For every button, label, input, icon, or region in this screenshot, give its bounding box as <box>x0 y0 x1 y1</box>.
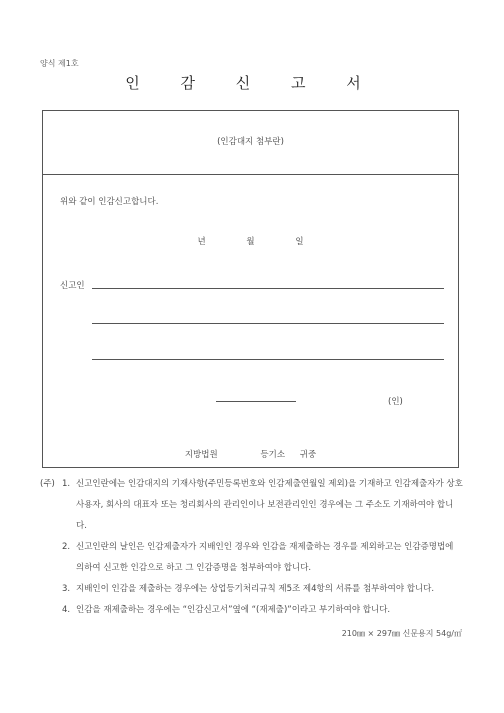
seal-mark: (인) <box>388 397 403 407</box>
district-court-label: 지방법원 <box>184 450 218 460</box>
note-number: 2. <box>62 542 71 552</box>
form-number: 양식 제1호 <box>40 59 79 68</box>
note-number: 3. <box>62 584 71 594</box>
date-month-label: 월 <box>246 237 255 247</box>
document-title: 인 감 신 고 서 <box>125 74 379 92</box>
reporter-line-2[interactable] <box>92 323 444 324</box>
notes-section <box>40 474 464 621</box>
note-number: 4. <box>62 605 71 615</box>
note-item <box>40 600 464 621</box>
reporter-label: 신고인 <box>60 281 85 291</box>
signature-line[interactable] <box>216 401 296 402</box>
reporter-line-3[interactable] <box>92 359 444 360</box>
note-item <box>40 474 464 537</box>
court-line <box>43 448 458 460</box>
paper-spec: 210㎜ × 297㎜ 신문용지 54g/㎡ <box>341 629 462 638</box>
note-text: 신고인란의 날인은 인감제출자가 지배인인 경우와 인감을 재제출하는 경우를 제외하고는 인감증명법에 의하여 신고한 인감으로 하고 그 인감증명을 첨부하여야 합니다. <box>76 542 454 573</box>
report-statement: 위와 같이 인감신고합니다. <box>60 197 159 207</box>
seal-area-note: (인감대지 첨부란) <box>217 137 284 147</box>
note-number: 1. <box>62 479 71 489</box>
addressee-label: 귀중 <box>299 450 317 460</box>
note-text: 인감을 재제출하는 경우에는 “인감신고서”옆에 “(재제출)”이라고 부기하여야 합니다. <box>76 605 391 615</box>
note-item <box>40 537 464 579</box>
reporter-line-1[interactable] <box>92 288 444 289</box>
date-line <box>43 235 458 247</box>
form-box <box>42 110 459 468</box>
registry-office-label: 등기소 <box>260 450 286 460</box>
seal-area-divider <box>43 174 458 175</box>
date-year-label: 년 <box>197 237 206 247</box>
note-item <box>40 579 464 600</box>
note-text: 지배인이 인감을 제출하는 경우에는 상업등기처리규칙 제5조 제4항의 서류를 첨부하여야 합니다. <box>76 584 435 594</box>
note-text: 신고인란에는 인감대지의 기재사항(주민등록번호와 인감제출연월일 제외)을 기재하고 인감제출자가 상호사용자, 회사의 대표자 또는 청리회사의 관리인이나 보전관리인인 경우에는 그 주소도 기재하여야 합니다. <box>76 479 463 531</box>
notes-prefix: (주) <box>40 479 55 489</box>
date-day-label: 일 <box>295 237 304 247</box>
